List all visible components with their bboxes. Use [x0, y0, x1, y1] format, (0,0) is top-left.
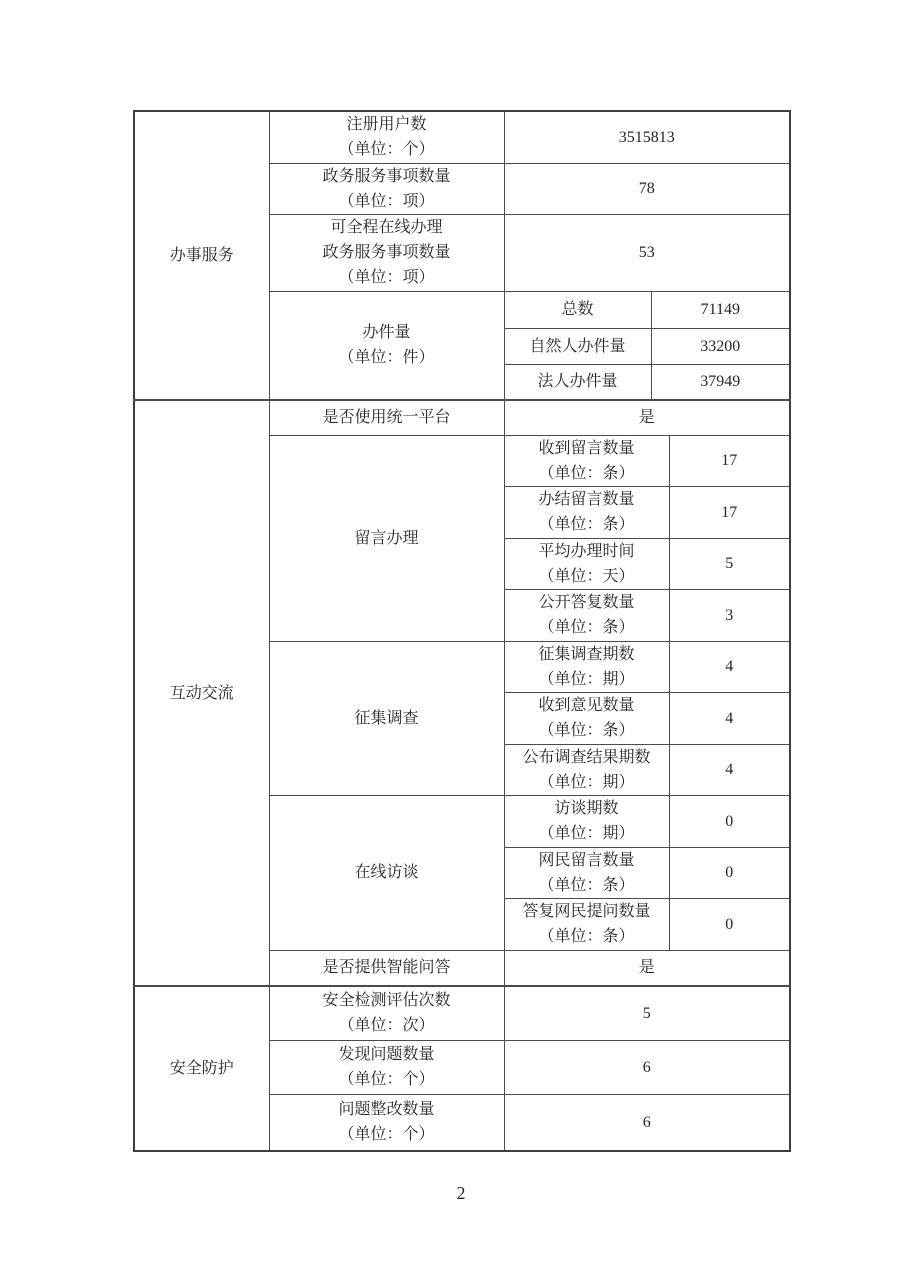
value-cell-messages-resolved: 17 — [669, 486, 790, 538]
sublabel-cell-natural-person: 自然人办件量 — [504, 328, 651, 364]
category-cell-security — [134, 986, 269, 1151]
label-cell-problems-found: 发现问题数量 （单位：个） — [269, 1040, 504, 1094]
group-cell-surveys: 征集调查 — [269, 641, 504, 795]
category-cell-services — [134, 111, 269, 400]
value-cell-netizen-questions-answered: 0 — [669, 898, 790, 950]
value-cell-online-service-items: 53 — [504, 214, 790, 291]
sublabel-cell-interview-periods: 访谈期数 （单位：期） — [504, 795, 669, 847]
sublabel-cell-survey-results-published: 公布调查结果期数 （单位：期） — [504, 744, 669, 795]
table-row — [134, 986, 790, 1040]
sublabel-cell-messages-resolved: 办结留言数量 （单位：条） — [504, 486, 669, 538]
value-cell-security-assessments: 5 — [504, 986, 790, 1040]
value-cell-service-items: 78 — [504, 163, 790, 214]
sublabel-cell-average-handling-time: 平均办理时间 （单位：天） — [504, 538, 669, 589]
sublabel-cell-public-replies: 公开答复数量 （单位：条） — [504, 589, 669, 641]
value-cell-messages-received: 17 — [669, 435, 790, 486]
label-cell-registered-users: 注册用户数 （单位：个） — [269, 111, 504, 163]
value-cell-problems-found: 6 — [504, 1040, 790, 1094]
label-cell-online-service-items: 可全程在线办理 政务服务事项数量 （单位：项） — [269, 214, 504, 291]
label-cell-smart-qa: 是否提供智能问答 — [269, 950, 504, 986]
value-cell-survey-results-published: 4 — [669, 744, 790, 795]
category-cell-interaction — [134, 400, 269, 986]
sublabel-cell-netizen-questions-answered: 答复网民提问数量 （单位：条） — [504, 898, 669, 950]
value-cell-natural-person: 33200 — [651, 328, 790, 364]
value-cell-total: 71149 — [651, 291, 790, 328]
category-label: 安全防护 — [169, 1060, 234, 1077]
sublabel-cell-opinions-received: 收到意见数量 （单位：条） — [504, 692, 669, 744]
sublabel-cell-netizen-messages: 网民留言数量 （单位：条） — [504, 847, 669, 898]
value-cell-problems-rectified: 6 — [504, 1094, 790, 1151]
value-cell-registered-users: 3515813 — [504, 111, 790, 163]
label-cell-security-assessments: 安全检测评估次数 （单位：次） — [269, 986, 504, 1040]
value-cell-opinions-received: 4 — [669, 692, 790, 744]
group-cell-message-handling: 留言办理 — [269, 435, 504, 641]
label-cell-service-items: 政务服务事项数量 （单位：项） — [269, 163, 504, 214]
sublabel-cell-legal-person: 法人办件量 — [504, 364, 651, 400]
label-cell-unified-platform: 是否使用统一平台 — [269, 400, 504, 435]
value-cell-netizen-messages: 0 — [669, 847, 790, 898]
table-row — [134, 111, 790, 163]
table-row — [134, 400, 790, 435]
category-label: 办事服务 — [169, 247, 234, 264]
sublabel-cell-survey-periods: 征集调查期数 （单位：期） — [504, 641, 669, 692]
page-number: 2 — [456, 1183, 466, 1203]
group-cell-online-interviews: 在线访谈 — [269, 795, 504, 950]
value-cell-interview-periods: 0 — [669, 795, 790, 847]
group-cell-cases-handled: 办件量 （单位：件） — [269, 291, 504, 400]
value-cell-smart-qa: 是 — [504, 950, 790, 986]
category-label: 互动交流 — [169, 684, 234, 702]
value-cell-public-replies: 3 — [669, 589, 790, 641]
report-table — [133, 110, 791, 1152]
value-cell-legal-person: 37949 — [651, 364, 790, 400]
sublabel-cell-messages-received: 收到留言数量 （单位：条） — [504, 435, 669, 486]
value-cell-survey-periods: 4 — [669, 641, 790, 692]
sublabel-cell-total: 总数 — [504, 291, 651, 328]
label-cell-problems-rectified: 问题整改数量 （单位：个） — [269, 1094, 504, 1151]
value-cell-unified-platform: 是 — [504, 400, 790, 435]
value-cell-average-handling-time: 5 — [669, 538, 790, 589]
